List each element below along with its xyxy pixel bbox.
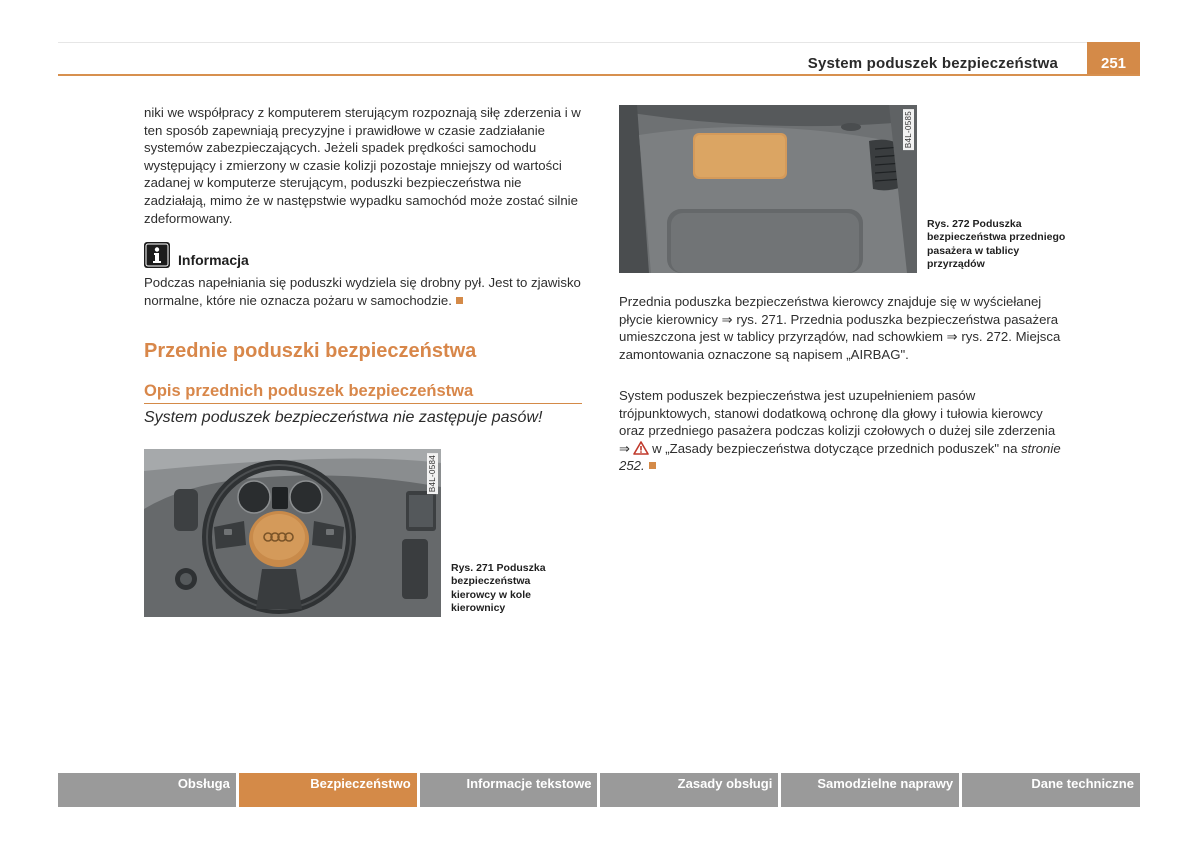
top-rule — [58, 42, 1140, 43]
intro-paragraph: niki we współpracy z komputerem sterującym rozpoznają siłę zderzenia i w ten sposób zapewniają precyzyjne i prawidłowe w czasie zadziałanie systemów zabezpieczających. Jeżeli spadek prędkości samochodu występujący i zmierzony w czasie kolizji pozostaje mniejszy od wartości zadanej w komputerze sterującym, poduszki bezpieczeństwa nie zadziałają, mimo że w następstwie wypadku samochód może zostać silnie zdeformowany. — [144, 105, 581, 226]
tab-obsluga[interactable]: Obsługa — [58, 773, 236, 807]
figure-271-steering-wheel — [144, 449, 441, 617]
tab-dane-techniczne[interactable]: Dane techniczne — [962, 773, 1140, 807]
tab-bezpieczenstwo[interactable]: Bezpieczeństwo — [239, 773, 417, 807]
figure-272-code: B4L-0585 — [904, 111, 913, 149]
footer-tab-bar — [58, 773, 1140, 807]
section-end-mark — [649, 462, 656, 469]
tab-samodzielne-naprawy[interactable]: Samodzielne naprawy — [781, 773, 959, 807]
info-text — [144, 274, 584, 309]
subsection-rule — [144, 403, 582, 404]
figure-271-code: B4L-0584 — [428, 455, 437, 493]
info-title: Informacja — [178, 252, 249, 268]
figure-272-dashboard — [619, 105, 917, 273]
info-icon — [144, 242, 170, 268]
header-rule — [58, 74, 1140, 76]
paragraph-2-start: System poduszek bezpieczeństwa jest uzupełnieniem pasów trójpunktowych, stanowi dodatkową ochronę dla głowy i tułowia kierowcy oraz przedniego pasażera podczas kolizji czołowych o dużej sile zderzenia ⇒ — [619, 388, 1056, 456]
subsection-heading: Opis przednich poduszek bezpieczeństwa — [144, 382, 474, 400]
tab-zasady-obslugi[interactable]: Zasady obsługi — [600, 773, 778, 807]
section-end-mark — [456, 297, 463, 304]
figure-271-caption: Rys. 271 Poduszka bezpieczeństwa kierowcy w kole kierownicy — [451, 562, 546, 615]
paragraph-airbag-location: Przednia poduszka bezpieczeństwa kierowcy znajduje się w wyściełanej płycie kierownicy ⇒ rys. 271. Przednia poduszka bezpieczeństwa pasażera umieszczona jest w tablicy przyrządów, nad schowkiem ⇒ rys. 272. Miejsca zamontowania oznaczone są napisem „AIRBAG". — [619, 294, 1061, 362]
paragraph-airbag-system — [619, 387, 1064, 475]
warning-triangle-icon — [633, 441, 649, 455]
figure-272-caption: Rys. 272 Poduszka bezpieczeństwa przedniego pasażera w tablicy przyrządów — [927, 218, 1066, 271]
page-reference-link[interactable]: stronie 252. — [619, 440, 1061, 474]
info-text-body: Podczas napełniania się poduszki wydziela się drobny pył. Jest to zjawisko normalne, które nie oznacza pożaru w samochodzie. — [144, 275, 581, 308]
page-number: 251 — [1087, 42, 1140, 75]
lead-text: System poduszek bezpieczeństwa nie zastępuje pasów! — [144, 409, 543, 426]
tab-informacje-tekstowe[interactable]: Informacje tekstowe — [420, 773, 598, 807]
section-heading: Przednie poduszki bezpieczeństwa — [144, 340, 477, 362]
running-head: System poduszek bezpieczeństwa — [807, 55, 1058, 72]
paragraph-2-middle: w „Zasady bezpieczeństwa dotyczące przednich poduszek" na — [652, 440, 1018, 456]
